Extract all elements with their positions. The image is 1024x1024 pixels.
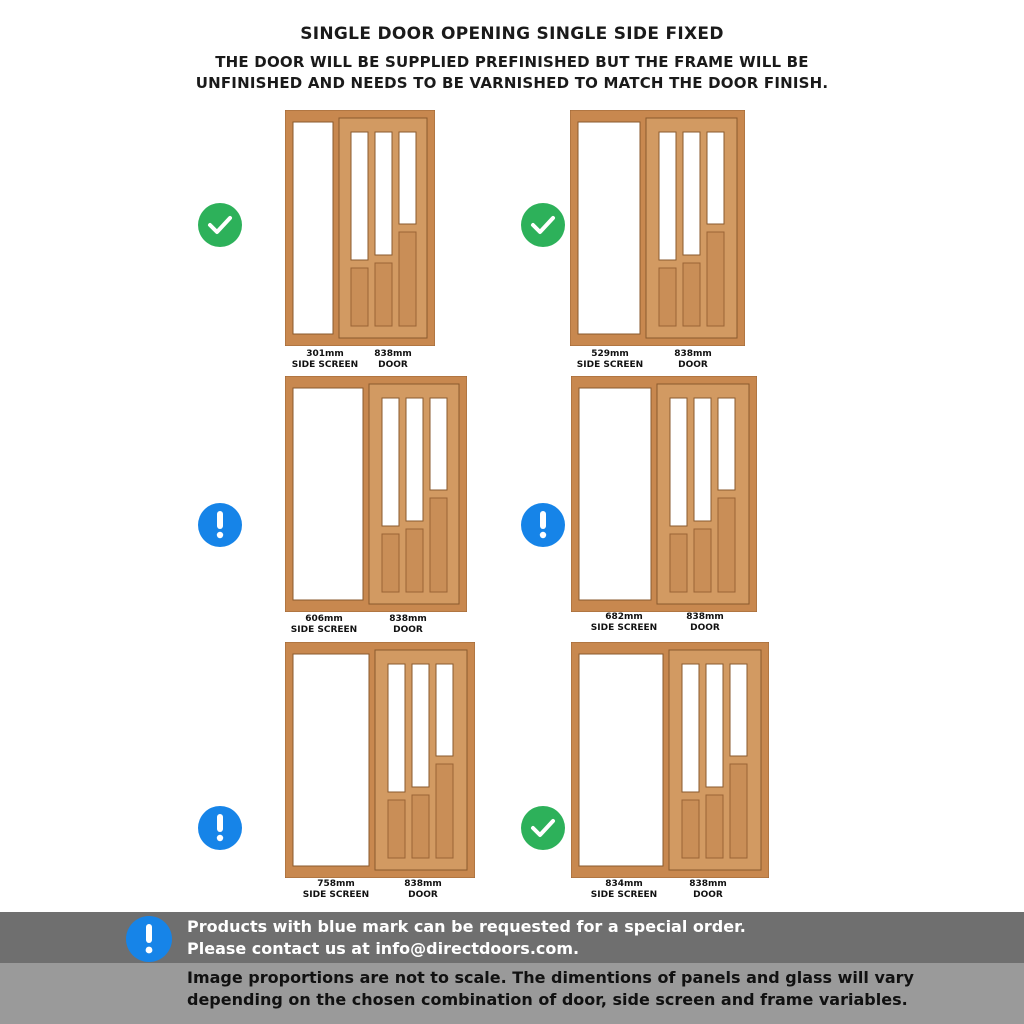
- door-panel: [659, 268, 676, 326]
- door-size: 838mm: [404, 879, 442, 889]
- door-diagram-option-3: [285, 376, 467, 612]
- door-glass-pane: [682, 664, 699, 792]
- door-label: DOOR: [393, 625, 423, 635]
- door-glass-pane: [670, 398, 687, 526]
- page-title: SINGLE DOOR OPENING SINGLE SIDE FIXED: [300, 24, 724, 44]
- door-glass-pane: [412, 664, 429, 787]
- notice-line-2: Please contact us at info@directdoors.com.: [187, 939, 580, 958]
- door-glass-pane: [659, 132, 676, 260]
- door-label: DOOR: [378, 360, 408, 370]
- door-size: 838mm: [674, 349, 712, 359]
- check-mark-icon: [521, 203, 565, 247]
- screen-label: SIDE SCREEN: [590, 890, 658, 900]
- door-panel: [707, 232, 724, 326]
- door-glass-pane: [730, 664, 747, 756]
- door-size: 838mm: [686, 612, 724, 622]
- door-glass-pane: [351, 132, 368, 260]
- door-diagram-option-1: [285, 110, 435, 346]
- door-panel: [436, 764, 453, 858]
- door-panel: [430, 498, 447, 592]
- door-glass-pane: [406, 398, 423, 521]
- side-screen-glass: [293, 122, 333, 334]
- door-panel: [730, 764, 747, 858]
- door-label: DOOR: [678, 360, 708, 370]
- disclaimer-text: [187, 967, 914, 1011]
- subtitle-line-1: THE DOOR WILL BE SUPPLIED PREFINISHED BUT THE FRAME WILL BE: [215, 53, 809, 71]
- screen-label: SIDE SCREEN: [576, 360, 644, 370]
- disclaimer-line-2: depending on the chosen combination of door, side screen and frame variables.: [187, 990, 908, 1009]
- exclamation-icon: [521, 503, 565, 547]
- door-panel: [406, 529, 423, 592]
- door-panel: [382, 534, 399, 592]
- door-size: 838mm: [389, 614, 427, 624]
- subtitle-line-2: UNFINISHED AND NEEDS TO BE VARNISHED TO MATCH THE DOOR FINISH.: [195, 74, 829, 92]
- side-screen-glass: [293, 654, 369, 866]
- screen-size: 301mm: [306, 349, 344, 359]
- door-panel: [718, 498, 735, 592]
- screen-label: SIDE SCREEN: [302, 890, 370, 900]
- door-label: DOOR: [408, 890, 438, 900]
- side-screen-glass: [293, 388, 363, 600]
- door-panel: [399, 232, 416, 326]
- notice-line-1: Products with blue mark can be requested for a special order.: [187, 917, 746, 936]
- door-diagram-option-2: [570, 110, 745, 346]
- door-glass-pane: [430, 398, 447, 490]
- screen-label: SIDE SCREEN: [590, 623, 658, 633]
- door-glass-pane: [707, 132, 724, 224]
- door-glass-pane: [388, 664, 405, 792]
- door-glass-pane: [718, 398, 735, 490]
- door-panel: [670, 534, 687, 592]
- door-glass-pane: [436, 664, 453, 756]
- door-panel: [706, 795, 723, 858]
- door-diagram-option-5: [285, 642, 475, 878]
- door-panel: [694, 529, 711, 592]
- special-order-notice: [187, 916, 746, 960]
- door-glass-pane: [694, 398, 711, 521]
- door-label: DOOR: [693, 890, 723, 900]
- screen-size: 758mm: [317, 879, 355, 889]
- door-label: DOOR: [690, 623, 720, 633]
- door-panel: [683, 263, 700, 326]
- screen-size: 682mm: [605, 612, 643, 622]
- screen-size: 834mm: [605, 879, 643, 889]
- door-size: 838mm: [689, 879, 727, 889]
- door-panel: [412, 795, 429, 858]
- door-glass-pane: [375, 132, 392, 255]
- screen-size: 606mm: [305, 614, 343, 624]
- exclamation-icon: [198, 806, 242, 850]
- check-mark-icon: [521, 806, 565, 850]
- door-glass-pane: [399, 132, 416, 224]
- door-diagram-option-6: [571, 642, 769, 878]
- check-mark-icon: [198, 203, 242, 247]
- door-panel: [682, 800, 699, 858]
- door-glass-pane: [382, 398, 399, 526]
- disclaimer-line-1: Image proportions are not to scale. The dimentions of panels and glass will vary: [187, 968, 914, 987]
- door-size: 838mm: [374, 349, 412, 359]
- exclamation-icon: [126, 916, 172, 962]
- door-panel: [351, 268, 368, 326]
- door-panel: [388, 800, 405, 858]
- side-screen-glass: [579, 654, 663, 866]
- door-diagram-option-4: [571, 376, 757, 612]
- door-panel: [375, 263, 392, 326]
- screen-label: SIDE SCREEN: [291, 360, 359, 370]
- side-screen-glass: [578, 122, 640, 334]
- door-glass-pane: [683, 132, 700, 255]
- page-subtitle: [0, 52, 1024, 94]
- side-screen-glass: [579, 388, 651, 600]
- exclamation-icon: [198, 503, 242, 547]
- screen-label: SIDE SCREEN: [290, 625, 358, 635]
- door-glass-pane: [706, 664, 723, 787]
- screen-size: 529mm: [591, 349, 629, 359]
